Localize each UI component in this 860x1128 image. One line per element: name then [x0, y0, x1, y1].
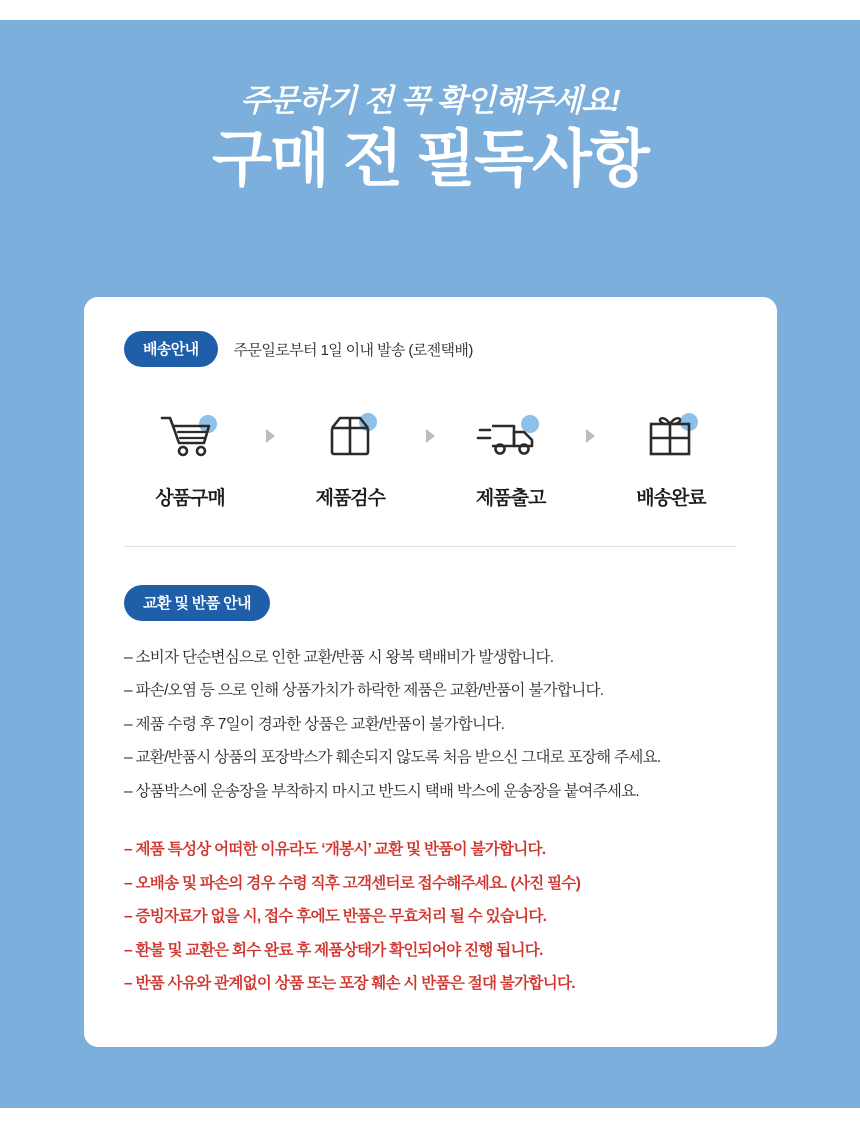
delivery-truck-icon	[451, 405, 571, 467]
gift-box-icon	[611, 405, 731, 467]
step-dispatch	[451, 405, 571, 510]
step-label: 제품출고	[475, 488, 546, 509]
list-item: – 소비자 단순변심으로 인한 교환/반품 시 왕복 택배비가 발생합니다.	[124, 649, 554, 666]
page-header	[0, 82, 860, 194]
exchange-section-header	[124, 585, 737, 621]
list-item-warning: – 반품 사유와 관계없이 상품 또는 포장 훼손 시 반품은 절대 불가합니다.	[124, 975, 575, 993]
list-item-warning: – 증빙자료가 없을 시, 접수 후에도 반품은 무효처리 될 수 있습니다.	[124, 908, 547, 926]
list-item: – 제품 수령 후 7일이 경과한 상품은 교환/반품이 불가합니다.	[124, 715, 505, 733]
header-subtitle: 주문하기 전 꼭 확인해주세요!	[240, 83, 620, 118]
exchange-badge: 교환 및 반품 안내	[124, 585, 270, 621]
shipping-badge: 배송안내	[124, 331, 218, 367]
step-label: 제품검수	[315, 488, 386, 509]
info-card	[84, 297, 777, 1047]
step-delivered	[611, 405, 731, 510]
shipping-steps	[124, 405, 737, 510]
chevron-right-icon	[419, 405, 441, 467]
list-item: – 교환/반품시 상품의 포장박스가 훼손되지 않도록 처음 받으신 그대로 포장해 주세요.	[124, 749, 661, 767]
list-item-warning: – 환불 및 교환은 회수 완료 후 제품상태가 확인되어야 진행 됩니다.	[124, 941, 543, 959]
shipping-note: 주문일로부터 1일 이내 발송 (로젠택배)	[233, 341, 473, 359]
list-item-warning: – 오배송 및 파손의 경우 수령 직후 고객센터로 접수해주세요. (사진 필수)	[124, 874, 581, 892]
list-item: – 상품박스에 운송장을 부착하지 마시고 반드시 택배 박스에 운송장을 붙여주세요.	[124, 782, 639, 800]
step-label: 상품구매	[155, 488, 225, 509]
list-item: – 파손/오염 등 으로 인해 상품가치가 하락한 제품은 교환/반품이 불가합니다.	[124, 682, 604, 700]
chevron-right-icon	[580, 405, 602, 467]
step-inspection	[290, 405, 410, 510]
page-title: 구매 전 필독사항	[212, 124, 648, 194]
exchange-warning-list	[124, 839, 737, 995]
list-item-warning: – 제품 특성상 어떠한 이유라도 ‘개봉시’ 교환 및 반품이 불가합니다.	[124, 841, 546, 859]
shopping-cart-icon	[130, 405, 250, 467]
step-purchase	[130, 405, 250, 510]
section-divider	[124, 546, 737, 547]
open-box-icon	[290, 405, 410, 467]
shipping-section-header	[124, 331, 737, 367]
step-label: 배송완료	[636, 488, 706, 509]
exchange-policy-list	[124, 647, 737, 803]
chevron-right-icon	[259, 405, 281, 467]
